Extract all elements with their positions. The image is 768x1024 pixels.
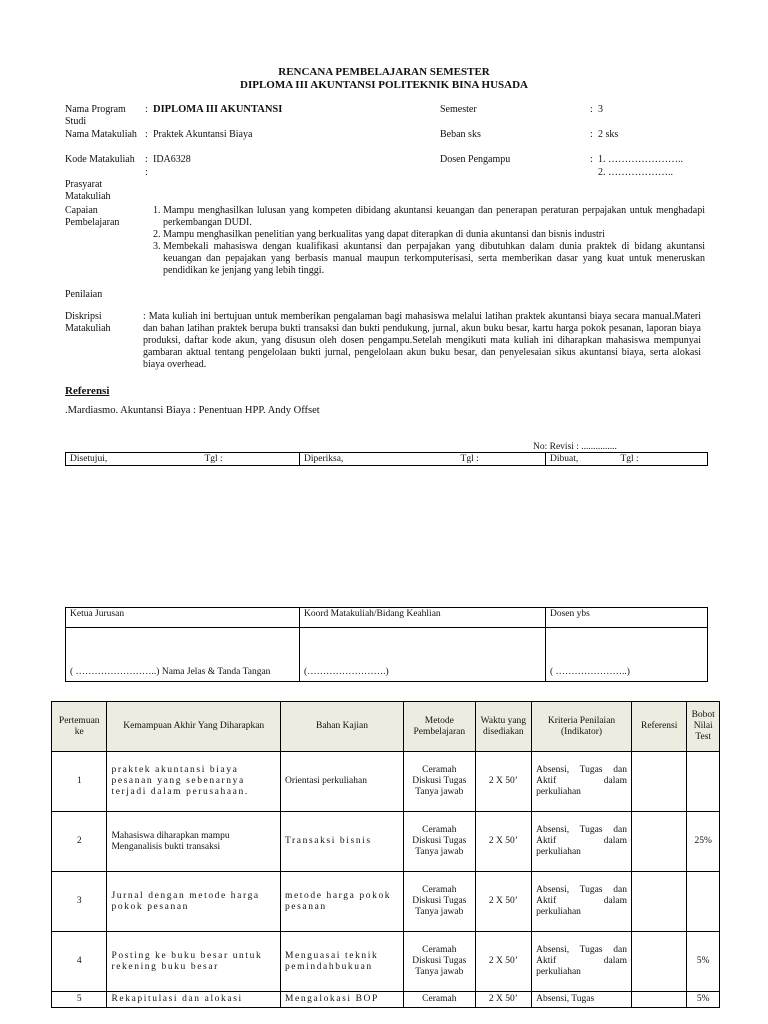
ketua-jurusan-header: Ketua Jurusan bbox=[66, 608, 300, 628]
program-value: DIPLOMA III AKUNTANSI bbox=[153, 104, 283, 115]
header-waktu: Waktu yang disediakan bbox=[475, 702, 531, 752]
beban-colon: : bbox=[590, 129, 593, 140]
capaian-item: 1. Mampu menghasilkan lulusan yang kompeten dibidang akuntansi keuangan dan penerapan peraturan perpajakan untuk menghadapi perkembangan DUDI. bbox=[163, 205, 705, 229]
semester-label: Semester bbox=[440, 104, 477, 115]
dosen-ybs-header: Dosen ybs bbox=[546, 608, 708, 628]
row-kemampuan: Jurnal dengan metode harga pokok pesanan bbox=[107, 872, 280, 932]
beban-value: 2 sks bbox=[598, 129, 619, 140]
kode-value: IDA6328 bbox=[153, 154, 191, 165]
header-metode: Metode Pembelajaran bbox=[404, 702, 476, 752]
koord-signature: (…………………….) bbox=[300, 628, 546, 682]
prasyarat-colon: : bbox=[145, 167, 148, 178]
beban-label: Beban sks bbox=[440, 129, 481, 140]
row-bobot: 5% bbox=[687, 992, 720, 1008]
program-label: Nama Program Studi bbox=[65, 104, 126, 127]
document-title: RENCANA PEMBELAJARAN SEMESTER bbox=[278, 66, 490, 78]
row-referensi bbox=[631, 872, 686, 932]
row-waktu: 2 X 50’ bbox=[475, 932, 531, 992]
row-bahan: Orientasi perkuliahan bbox=[280, 752, 403, 812]
dosen-colon: : bbox=[590, 154, 593, 165]
revisi-number: No: Revisi : ............... bbox=[533, 442, 617, 452]
capaian-label: Capaian Pembelajaran bbox=[65, 205, 120, 228]
matkul-colon: : bbox=[145, 129, 148, 140]
row-referensi bbox=[631, 812, 686, 872]
header-kriteria: Kriteria Penilaian (Indikator) bbox=[532, 702, 632, 752]
dibuat-label: Dibuat, bbox=[550, 454, 579, 464]
row-bobot: 25% bbox=[687, 812, 720, 872]
capaian-list bbox=[145, 205, 705, 277]
header-pertemuan: Pertemuan ke bbox=[52, 702, 107, 752]
matkul-label: Nama Matakuliah bbox=[65, 129, 137, 140]
approval-disetujui-cell bbox=[66, 453, 300, 466]
header-kemampuan: Kemampuan Akhir Yang Diharapkan bbox=[107, 702, 280, 752]
dosen-value-1: 1. ………………….. bbox=[598, 154, 683, 165]
row-metode: Ceramah bbox=[404, 992, 476, 1008]
document-subtitle: DIPLOMA III AKUNTANSI POLITEKNIK BINA HUSADA bbox=[240, 79, 528, 91]
disetujui-label: Disetujui, bbox=[70, 454, 108, 464]
approval-table bbox=[65, 452, 708, 466]
approval-dibuat-cell bbox=[546, 453, 708, 466]
schedule-table bbox=[51, 701, 720, 1008]
row-bahan: Menguasai teknik pemindahbukuan bbox=[280, 932, 403, 992]
table-row bbox=[52, 992, 720, 1008]
row-kemampuan: Mahasiswa diharapkan mampu Menganalisis bukti transaksi bbox=[107, 812, 280, 872]
header-referensi: Referensi bbox=[631, 702, 686, 752]
row-kriteria: Absensi, Tugas dan Aktif dalam perkuliahan bbox=[532, 752, 632, 812]
koord-matkul-header: Koord Matakuliah/Bidang Keahlian bbox=[300, 608, 546, 628]
row-kemampuan: Posting ke buku besar untuk rekening buku besar bbox=[107, 932, 280, 992]
row-kemampuan: Rekapitulasi dan alokasi bbox=[107, 992, 280, 1008]
diskripsi-text: : Mata kuliah ini bertujuan untuk memberikan pengalaman bagi mahasiswa melalui latihan praktek akuntansi biaya secara manual.Materi dan bahan latihan praktek berupa bukti transaksi dan bukti pendukung, jurnal, akun buku besar, kartu harga pokok pesanan, laporan biaya produksi, daftar kode akun, yang disusun oleh dosen pengampu.Setelah mengikuti mata kuliah ini diharapkan mahasiswa mempunyai gambaran aktual tentang pengelolaan bukti jurnal, pengelolaan akun buku besar, dan penyelesaian sikus akuntansi biaya, serta alokasi biaya overhead. bbox=[143, 311, 701, 370]
row-metode: Ceramah Diskusi Tugas Tanya jawab bbox=[404, 752, 476, 812]
diperiksa-label: Diperiksa, bbox=[304, 454, 344, 464]
row-referensi bbox=[631, 992, 686, 1008]
matkul-value: Praktek Akuntansi Biaya bbox=[153, 129, 253, 140]
row-waktu: 2 X 50’ bbox=[475, 812, 531, 872]
row-bobot bbox=[687, 752, 720, 812]
row-referensi bbox=[631, 932, 686, 992]
dosen-signature: ( …………………..) bbox=[546, 628, 708, 682]
dosen-label: Dosen Pengampu bbox=[440, 154, 511, 165]
row-metode: Ceramah Diskusi Tugas Tanya jawab bbox=[404, 812, 476, 872]
row-metode: Ceramah Diskusi Tugas Tanya jawab bbox=[404, 932, 476, 992]
row-metode: Ceramah Diskusi Tugas Tanya jawab bbox=[404, 872, 476, 932]
semester-colon: : bbox=[590, 104, 593, 115]
header-bobot: Bobot Nilai Test bbox=[687, 702, 720, 752]
row-kemampuan: praktek akuntansi biaya pesanan yang sebenarnya terjadi dalam perusahaan. bbox=[107, 752, 280, 812]
signature-table bbox=[65, 607, 708, 682]
capaian-item: 3. Membekali mahasiswa dengan kualifikasi akuntansi dan perpajakan yang dibutuhkan dalam dunia praktek di bidang akuntansi keuangan dan pepajakan yang berbasis manual maupun terkomputerisasi, serta memberikan dasar yang kuat untuk meneruskan pendidikan ke jenjang yang lebih tinggi. bbox=[163, 241, 705, 277]
row-referensi bbox=[631, 752, 686, 812]
table-row bbox=[52, 812, 720, 872]
tgl-label: Tgl : bbox=[460, 454, 479, 464]
header-bahan: Bahan Kajian bbox=[280, 702, 403, 752]
ketua-signature: ( ……………………..) Nama Jelas & Tanda Tangan bbox=[66, 628, 300, 682]
row-no: 5 bbox=[52, 992, 107, 1008]
row-bahan: Transaksi bisnis bbox=[280, 812, 403, 872]
kode-label: Kode Matakuliah bbox=[65, 154, 135, 165]
dosen-value-2: 2. ……………….. bbox=[598, 167, 673, 178]
row-no: 3 bbox=[52, 872, 107, 932]
approval-diperiksa-cell bbox=[300, 453, 546, 466]
row-no: 4 bbox=[52, 932, 107, 992]
row-waktu: 2 X 50’ bbox=[475, 992, 531, 1008]
tgl-label: Tgl : bbox=[204, 454, 223, 464]
kode-colon: : bbox=[145, 154, 148, 165]
row-kriteria: Absensi, Tugas dan Aktif dalam perkuliahan bbox=[532, 932, 632, 992]
diskripsi-label: Diskripsi Matakuliah bbox=[65, 311, 111, 334]
row-kriteria: Absensi, Tugas dan Aktif dalam perkuliahan bbox=[532, 872, 632, 932]
row-waktu: 2 X 50’ bbox=[475, 872, 531, 932]
row-bahan: Mengalokasi BOP bbox=[280, 992, 403, 1008]
tgl-label: Tgl : bbox=[620, 454, 639, 464]
row-waktu: 2 X 50’ bbox=[475, 752, 531, 812]
row-no: 1 bbox=[52, 752, 107, 812]
row-kriteria: Absensi, Tugas dan Aktif dalam perkuliahan bbox=[532, 812, 632, 872]
row-bobot bbox=[687, 872, 720, 932]
program-colon: : bbox=[145, 104, 148, 115]
row-kriteria: Absensi, Tugas bbox=[532, 992, 632, 1008]
table-row bbox=[52, 752, 720, 812]
semester-value: 3 bbox=[598, 104, 603, 115]
table-row bbox=[52, 872, 720, 932]
capaian-item: 2. Mampu menghasilkan penelitian yang berkualitas yang dapat diterapkan di dunia akuntansi dan bisnis industri bbox=[163, 229, 705, 241]
referensi-item: .Mardiasmo. Akuntansi Biaya : Penentuan HPP. Andy Offset bbox=[65, 405, 320, 416]
prasyarat-label: Prasyarat Matakuliah bbox=[65, 179, 111, 202]
penilaian-label: Penilaian bbox=[65, 289, 103, 300]
row-bobot: 5% bbox=[687, 932, 720, 992]
table-row bbox=[52, 932, 720, 992]
row-no: 2 bbox=[52, 812, 107, 872]
row-bahan: metode harga pokok pesanan bbox=[280, 872, 403, 932]
referensi-heading: Referensi bbox=[65, 385, 110, 397]
